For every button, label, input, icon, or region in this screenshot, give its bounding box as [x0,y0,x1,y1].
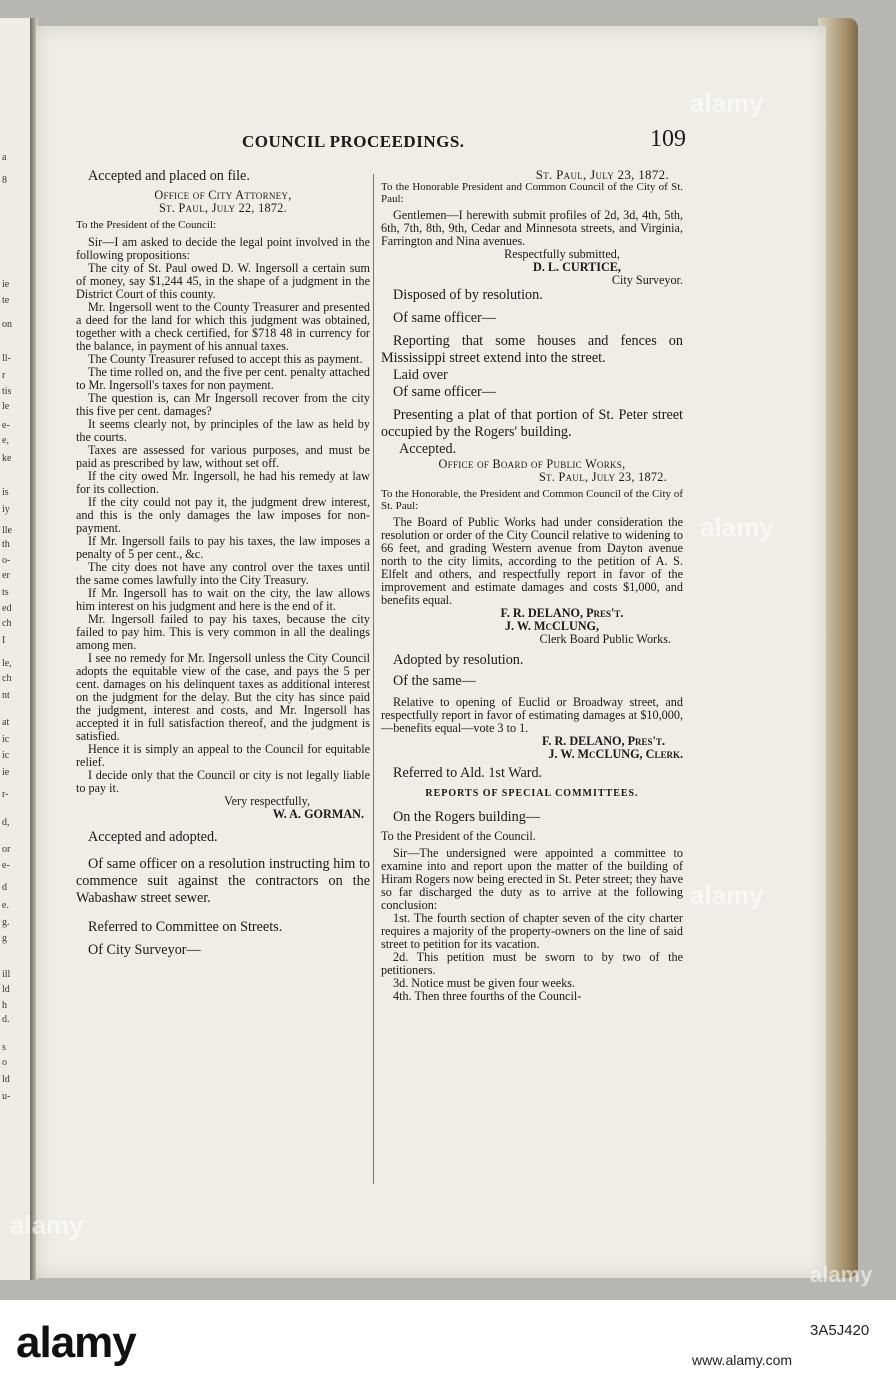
paragraph: Mr. Ingersoll failed to pay his taxes, because the city failed to pay him. This is very common in all the dealings among men. [76,612,370,652]
paragraph: 4th. Then three fourths of the Council- [393,989,582,1003]
adopted-note: Adopted by resolution. [393,652,524,668]
page-header [36,126,826,162]
margin-fragment: r [2,370,6,381]
watermark: alamy [700,512,774,542]
margin-fragment: r- [2,789,9,800]
margin-fragment: ie [2,767,10,778]
paragraph: 3d. Notice must be given four weeks. [393,976,576,990]
margin-fragment: ll- [2,353,11,364]
paragraph: It seems clearly not, by principles of the law as held by the courts. [76,417,370,444]
paragraph: 1st. The fourth section of chapter seven of the city charter requires a majority of the property-owners on the line of said street to petition for its vacation. [381,911,683,951]
column-divider [373,174,374,1184]
subheading: Of same officer— [393,310,496,326]
paragraph: Hence it is simply an appeal to the Council for equitable relief. [76,742,370,769]
paragraph: If the city owed Mr. Ingersoll, he had his remedy at law for its collection. [76,469,370,496]
closing: Very respectfully, [224,794,310,808]
watermark: alamy [10,1210,84,1240]
margin-fragment: ts [2,587,9,598]
signature: D. L. CURTICE, [533,260,621,274]
paragraph: Reporting that some houses and fences on Mississippi street extend into the street. [381,333,683,366]
margin-fragment: ie [2,279,10,290]
salutation: To the Honorable President and Common Council of the City of St. Paul: [381,181,683,205]
paragraph: The city does not have any control over the taxes until the same comes lawfully into the City Treasury. [76,560,370,587]
margin-fragment: ill [2,969,11,980]
paragraph: The Board of Public Works had under consideration the resolution or order of the City Council relative to widening to 66 feet, and grading Western avenue from Dayton avenue north to the city limits, according to the petition of A. S. Elfelt and others, and respectfully report in favor of the improvement and estimate damages and costs $1,000, and benefits equal. [381,515,683,607]
office-heading: Office of City Attorney, [154,188,292,202]
resolution-text: Of same officer on a resolution instructing him to commence suit against the contractors on the Wabashaw street sewer. [76,856,370,906]
watermark: alamy [690,880,764,910]
paragraph: Gentlemen—I herewith submit profiles of 2d, 3d, 4th, 5th, 6th, 7th, 8th, 9th, Cedar and Minnesota streets, and Virginia, Farrington and Nina avenues. [381,208,683,248]
disposed-note: Disposed of by resolution. [393,287,543,303]
margin-fragment: g [2,933,7,944]
margin-fragment: u- [2,1091,11,1102]
subheading: Of same officer— [393,384,496,400]
paragraph: If Mr. Ingersoll has to wait on the city, the law allows him interest on his judgment and here is the end of it. [76,586,370,613]
signature-title: City Surveyor. [611,273,683,287]
margin-fragment: a [2,152,7,163]
accepted-note: Accepted and placed on file. [88,168,250,184]
signature: J. W. McCLUNG, [504,619,600,633]
office-date: St. Paul, July 23, 1872. [538,470,667,484]
paragraph: Mr. Ingersoll went to the County Treasurer and presented a deed for the land for which this judgment was obtained, together with a check certified, for $718 48 in currency for the balance, in payment of his annual taxes. [76,300,370,353]
margin-fragment: le [2,401,10,412]
page-number: 109 [650,126,686,152]
margin-fragment: nt [2,690,10,701]
surveyor-heading: Of City Surveyor— [88,942,201,958]
margin-fragment: ch [2,673,12,684]
paragraph: The time rolled on, and the five per cent. penalty attached to Mr. Ingersoll's taxes for non payment. [76,365,370,392]
site-url: www.alamy.com [692,1352,793,1368]
margin-fragment: ed [2,603,12,614]
office-heading: Office of Board of Public Works, [438,457,626,471]
margin-fragment: ic [2,734,10,745]
laid-over-note: Laid over [393,367,448,383]
margin-fragment: 8 [2,175,7,186]
margin-fragment: h [2,1000,7,1011]
margin-fragment: g. [2,917,10,928]
image-id: 3A5J420 [810,1322,870,1339]
signature: W. A. GORMAN. [272,807,364,821]
salutation: To the President of the Council. [381,829,536,843]
paragraph: Sir—I am asked to decide the legal point involved in the following propositions: [76,235,370,262]
signature-title: Clerk Board Public Works. [539,632,671,646]
margin-fragment: o [2,1057,7,1068]
salutation: To the Honorable, the President and Common Council of the City of St. Paul: [381,488,683,512]
paragraph: I decide only that the Council or city is not legally liable to pay it. [76,768,370,795]
office-date: St. Paul, July 22, 1872. [158,201,288,215]
subheading: On the Rogers building— [393,809,540,825]
left-facing-page-edge [0,18,32,1280]
paragraph: Taxes are assessed for various purposes, and must be paid as prescribed by law, without set off. [76,443,370,470]
paragraph: I see no remedy for Mr. Ingersoll unless the City Council adopts the equitable view of the case, and pays the 5 per cent. damages on his delinquent taxes as additional interest on the judgment for the delay. But the city has since paid the judgment, interest and costs, and Mr. Ingersoll has accepted it in full satisfaction thereof, and the judgment is satisfied. [76,651,370,743]
margin-fragment: or [2,844,11,855]
margin-fragment: ch [2,618,12,629]
closing: Respectfully submitted, [504,247,620,261]
margin-fragment: d, [2,817,10,828]
referred-note: Referred to Ald. 1st Ward. [393,765,543,781]
paragraph: The question is, can Mr Ingersoll recover from the city this five per cent. damages? [76,391,370,418]
running-title: COUNCIL PROCEEDINGS. [242,132,465,151]
paragraph: The city of St. Paul owed D. W. Ingersoll a certain sum of money, say $1,244 45, in the shape of a judgment in the District Court of this county. [76,261,370,301]
section-heading: REPORTS OF SPECIAL COMMITTEES. [425,788,639,799]
margin-fragment: d [2,882,7,893]
margin-fragment: o- [2,555,11,566]
margin-fragment: iy [2,504,10,515]
paragraph: Relative to opening of Euclid or Broadway street, and respectfully report in favor of estimating damages at $10,000,—benefits equal—vote 3 to 1. [381,695,683,735]
margin-fragment: le, [2,658,12,669]
date-line: St. Paul, July 23, 1872. [535,167,669,182]
right-column [381,168,683,1003]
margin-fragment: e, [2,435,9,446]
margin-fragment: ke [2,453,12,464]
watermark: alamy [810,1262,873,1287]
margin-fragment: d. [2,1014,10,1025]
margin-fragment: er [2,570,10,581]
alamy-logo: alamy [16,1318,136,1367]
signature: J. W. McCLUNG, Clerk. [548,747,683,761]
margin-fragment: e- [2,420,10,431]
margin-fragment: te [2,295,10,306]
margin-fragment: ic [2,750,10,761]
margin-fragment: e- [2,860,10,871]
margin-fragment: on [2,319,12,330]
margin-fragment: e. [2,900,9,911]
margin-fragment: lle [2,525,12,536]
margin-fragment: I [2,635,6,646]
accepted-note: Accepted. [399,441,457,457]
paragraph: 2d. This petition must be sworn to by two of the petitioners. [381,950,683,977]
signature: F. R. DELANO, Pres't. [542,734,665,748]
margin-fragment: tis [2,386,12,397]
watermark: alamy [690,88,764,118]
salutation: To the President of the Council: [76,219,217,231]
referred-note: Referred to Committee on Streets. [88,919,283,935]
signature: F. R. DELANO, Pres't. [500,606,624,620]
subheading: Of the same— [393,673,476,689]
accepted-adopted: Accepted and adopted. [88,829,218,845]
margin-fragment: is [2,487,9,498]
margin-fragment: th [2,539,10,550]
book-page [36,26,826,1278]
left-column [76,168,370,959]
paragraph: The County Treasurer refused to accept this as payment. [88,352,363,366]
paragraph: If Mr. Ingersoll fails to pay his taxes, the law imposes a penalty of 5 per cent., &c. [76,534,370,561]
margin-fragment: at [2,717,10,728]
paragraph: Sir—The undersigned were appointed a committee to examine into and report upon the matter of the building of Hiram Rogers now being erected in St. Peter street; they have so far discharged the duty as to arrive at the following conclusion: [381,846,683,912]
paragraph: If the city could not pay it, the judgment drew interest, and this is the only damages the law imposes for non-payment. [76,495,370,535]
margin-fragment: s [2,1042,6,1053]
paragraph: Presenting a plat of that portion of St. Peter street occupied by the Rogers' building. [381,407,683,440]
margin-fragment: ld [2,984,10,995]
margin-fragment: ld [2,1074,10,1085]
